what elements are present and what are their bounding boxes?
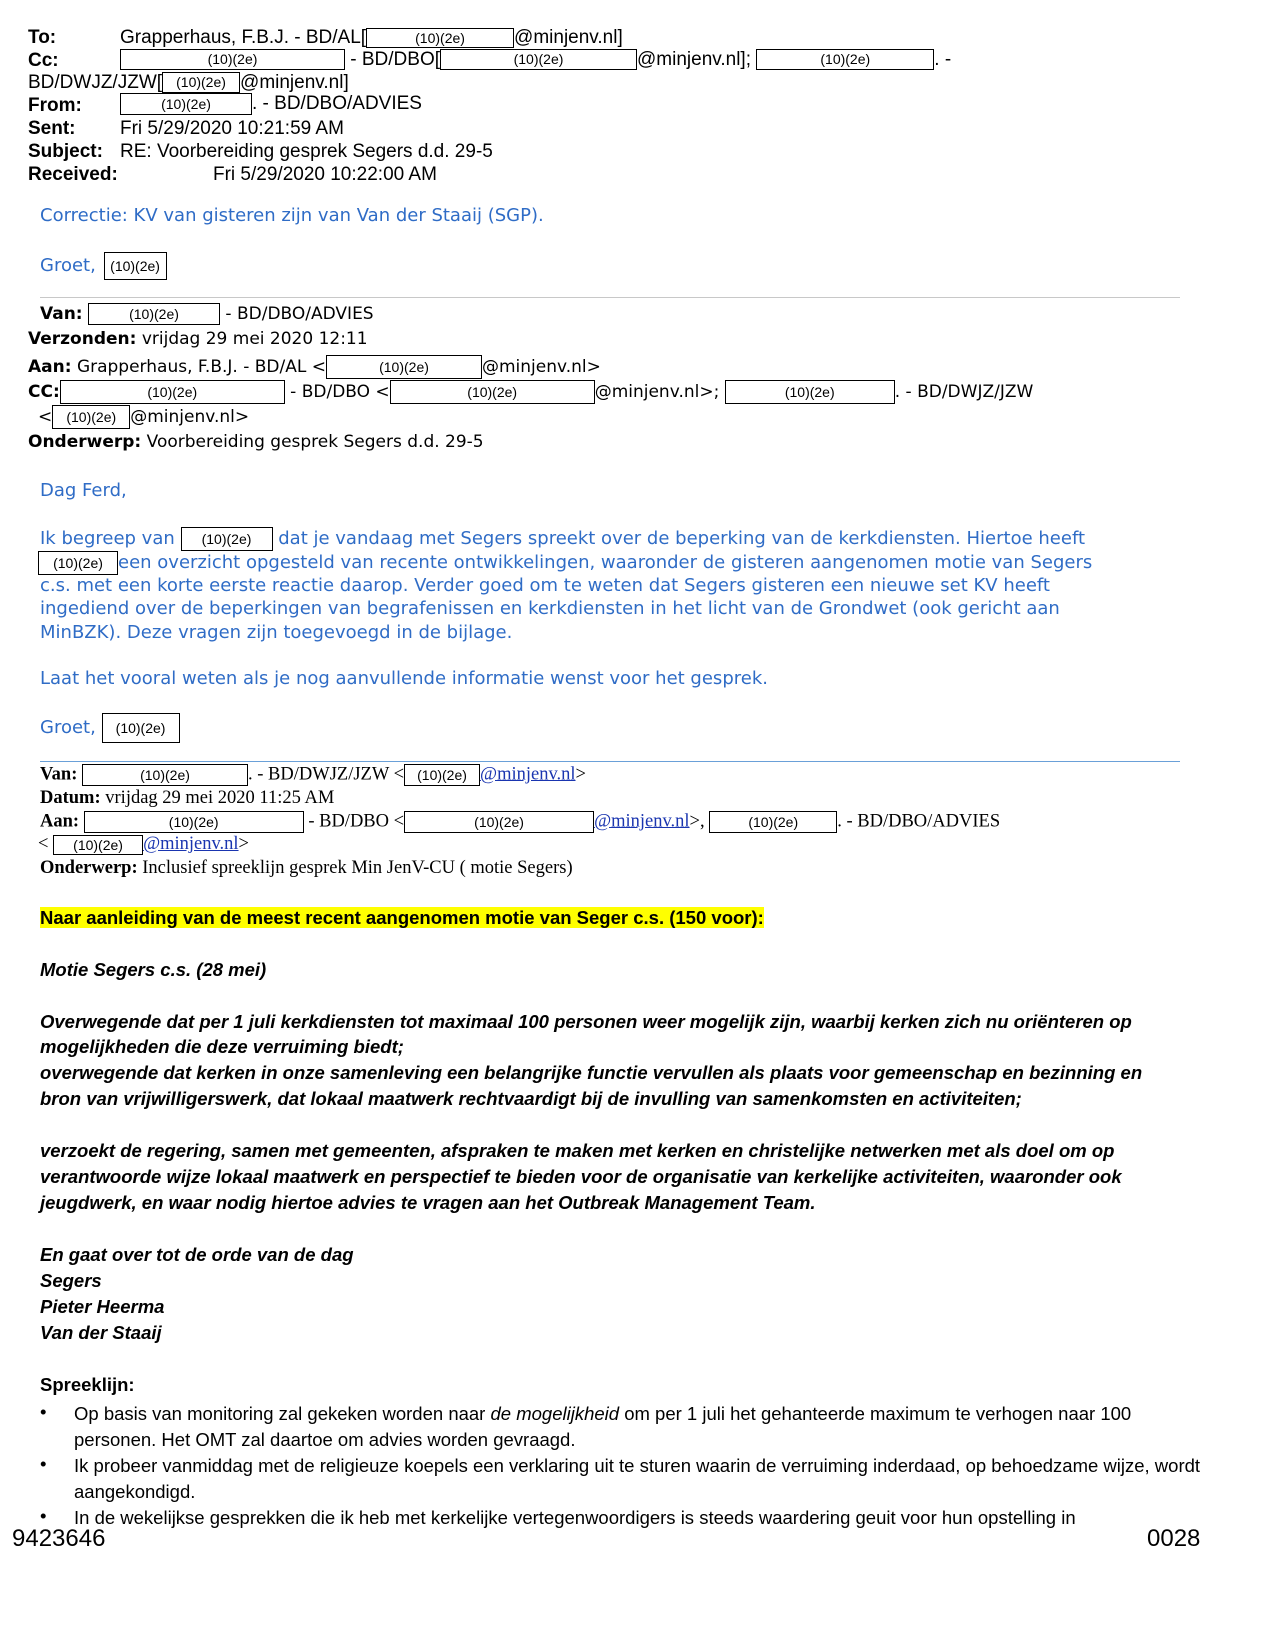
msg3-aan-row2 — [38, 834, 249, 855]
outer-header-to — [28, 27, 56, 49]
redaction-box: (10)(2e) — [404, 811, 594, 833]
redaction-box: (10)(2e) — [440, 49, 637, 70]
verzonden-label: Verzonden: — [28, 329, 137, 349]
aan-label: Aan: — [40, 811, 80, 832]
redaction-box: (10)(2e) — [120, 49, 345, 70]
aan-lt: < — [38, 834, 49, 854]
msg3-onderwerp-row — [40, 858, 573, 879]
body-line-1 — [40, 527, 1085, 551]
correction-text: Correctie: KV van gisteren zijn van Van der Staaij (SGP). — [40, 205, 544, 226]
redaction-box: (10)(2e) — [84, 811, 304, 833]
to-name: Grapperhaus, F.B.J. - BD/AL[ — [120, 27, 367, 48]
body-text: een overzicht opgesteld van recente ontwikkelingen, waaronder de gisteren aangenomen motie van Segers — [118, 552, 1093, 573]
msg3-aan-row — [40, 811, 1000, 833]
cc-email-domain-2: @minjenv.nl] — [240, 72, 349, 93]
bullet-text: In de wekelijkse gesprekken die ik heb met kerkelijke vertegenwoordigers is steeds waardering geuit voor hun opstelling in — [74, 1507, 1076, 1528]
sent-value: Fri 5/29/2020 10:21:59 AM — [120, 118, 344, 139]
van-dept: - BD/DBO/ADVIES — [225, 304, 374, 324]
redaction-box: (10)(2e) — [366, 28, 514, 48]
cc-dept-2: . - BD/DWJZ/JZW — [894, 382, 1034, 402]
van-label: Van: — [40, 304, 83, 324]
bullet-icon: • — [40, 1453, 47, 1474]
from-label: From: — [28, 95, 82, 116]
body-line-3: c.s. met een korte eerste reactie daarop. Verder goed om te weten dat Segers gisteren een nieuwe set KV heeft — [40, 575, 1050, 596]
cc-dept-2: BD/DWJZ/JZW[ — [28, 72, 163, 93]
received-value: Fri 5/29/2020 10:22:00 AM — [213, 164, 437, 185]
body-text: Ik begreep van — [40, 528, 175, 549]
signer: Segers — [40, 1270, 102, 1291]
redaction-box: (10)(2e) — [326, 355, 482, 379]
aan-sep: >, — [689, 811, 705, 832]
to-label: To: — [28, 27, 57, 48]
redaction-box: (10)(2e) — [756, 49, 934, 70]
signer: Van der Staaij — [40, 1322, 162, 1343]
bullet-text — [74, 1401, 1214, 1453]
signer: Pieter Heerma — [40, 1296, 165, 1317]
document-number: 9423646 — [12, 1525, 106, 1552]
separator-line — [40, 297, 1180, 298]
bullet-text-emphasis: de mogelijkheid — [490, 1403, 620, 1424]
outer-header-sent — [28, 118, 76, 140]
cc-email-domain-1: @minjenv.nl]; — [637, 49, 751, 70]
motie-line: verantwoorde wijze lokaal maatwerk en perspectief te bieden voor de organisatie van kerkelijke activiteiten, waaronder ook — [40, 1166, 1122, 1187]
bullet-text: Ik probeer vanmiddag met de religieuze koepels een verklaring uit te sturen waarin de verruiming inderdaad, op behoedzame wijze, wordt aangekondigd. — [74, 1455, 1201, 1502]
onderwerp-label: Onderwerp: — [40, 858, 138, 878]
outer-header-from — [28, 95, 82, 117]
email-link[interactable]: @minjenv.nl — [480, 764, 576, 785]
email-link[interactable]: @minjenv.nl — [594, 811, 690, 832]
redaction-box: (10)(2e) — [162, 72, 240, 93]
redaction-box: (10)(2e) — [102, 713, 180, 743]
redaction-box: (10)(2e) — [120, 93, 252, 115]
bullet-icon: • — [40, 1505, 47, 1526]
sent-label: Sent: — [28, 118, 76, 139]
van-dept: . - BD/DWJZ/JZW < — [248, 764, 405, 785]
motie-title: Motie Segers c.s. (28 mei) — [40, 959, 267, 980]
cc-dept-1: - BD/DBO[ — [350, 49, 441, 70]
outer-header-from-value — [120, 93, 422, 115]
received-label: Received: — [28, 164, 118, 185]
reply1-greeting-line — [40, 252, 167, 280]
bullet-text-part: Op basis van monitoring zal gekeken worden naar — [74, 1403, 491, 1424]
outer-header-received — [28, 164, 118, 186]
outer-header-to-value — [120, 27, 623, 49]
aan-dept-2: . - BD/DBO/ADVIES — [837, 811, 1001, 832]
cc-email-domain-2: @minjenv.nl> — [130, 407, 250, 427]
spreeklijn-title: Spreeklijn: — [40, 1374, 135, 1395]
cc-dept-1: - BD/DBO < — [290, 382, 390, 402]
separator-line — [40, 761, 1180, 762]
subject-value: RE: Voorbereiding gesprek Segers d.d. 29-5 — [120, 141, 493, 162]
redaction-box: (10)(2e) — [52, 405, 130, 429]
page-number: 0028 — [1147, 1525, 1201, 1552]
outer-header-subject — [28, 141, 103, 163]
aan-name: Grapperhaus, F.B.J. - BD/AL < — [76, 357, 326, 377]
redaction-box: (10)(2e) — [104, 252, 167, 280]
highlighted-heading — [40, 907, 764, 929]
motie-line: mogelijkheden die deze verruiming biedt; — [40, 1036, 404, 1057]
redaction-box: (10)(2e) — [709, 811, 837, 833]
redaction-box: (10)(2e) — [38, 551, 118, 575]
redaction-box: (10)(2e) — [390, 380, 595, 404]
van-label: Van: — [40, 764, 78, 785]
aan-label: Aan: — [28, 357, 72, 377]
bullet-text-part: om per 1 juli het gehanteerde maximum te verhogen naar 100 personen. Het OMT zal daartoe om advies worden gevraagd. — [74, 1403, 1132, 1450]
onderwerp-value: Inclusief spreeklijn gesprek Min JenV-CU ( motie Segers) — [142, 858, 573, 878]
salutation: Dag Ferd, — [40, 480, 127, 501]
msg2-cc-row — [28, 380, 1033, 404]
motie-line: overwegende dat kerken in onze samenleving een belangrijke functie vervullen als plaats voor gemeenschap en bezinning en — [40, 1062, 1143, 1083]
greeting: Groet, — [40, 717, 96, 738]
redaction-box: (10)(2e) — [181, 527, 273, 551]
redaction-box: (10)(2e) — [725, 380, 895, 404]
motie-line: jeugdwerk, en waar nodig hiertoe advies te vragen aan het Outbreak Management Team. — [40, 1192, 816, 1213]
onderwerp-value: Voorbereiding gesprek Segers d.d. 29-5 — [146, 432, 484, 452]
datum-label: Datum: — [40, 788, 101, 808]
greeting: Groet, — [40, 255, 96, 276]
msg2-greeting-line — [40, 713, 180, 743]
motie-line: Overwegende dat per 1 juli kerkdiensten tot maximaal 100 personen weer mogelijk zijn, waarbij kerken zich nu oriënteren op — [40, 1011, 1132, 1032]
from-dept: . - BD/DBO/ADVIES — [252, 93, 422, 115]
bullet-icon: • — [40, 1401, 47, 1422]
redaction-box: (10)(2e) — [53, 835, 143, 855]
motie-line: bron van vrijwilligerswerk, dat lokaal maatwerk rechtvaardigt bij de invulling van samenkomsten en activiteiten; — [40, 1088, 1022, 1109]
body-line-6: Laat het vooral weten als je nog aanvullende informatie wenst voor het gesprek. — [40, 668, 768, 689]
onderwerp-label: Onderwerp: — [28, 432, 142, 452]
datum-value: vrijdag 29 mei 2020 11:25 AM — [105, 788, 335, 808]
aan-dept-1: - BD/DBO < — [308, 811, 405, 832]
msg3-datum-row — [40, 788, 334, 809]
body-text: dat je vandaag met Segers spreekt over de beperking van de kerkdiensten. Hiertoe heeft — [278, 528, 1086, 549]
subject-label: Subject: — [28, 141, 103, 162]
body-line-2 — [38, 551, 1092, 575]
van-gt: > — [575, 764, 586, 785]
msg2-onderwerp-row — [28, 432, 484, 452]
cc-dash: . - — [934, 49, 952, 70]
verzonden-value: vrijdag 29 mei 2020 12:11 — [141, 329, 368, 349]
outer-header-cc-line2 — [28, 72, 349, 94]
cc-email-domain-1: @minjenv.nl>; — [594, 382, 720, 402]
email-link[interactable]: @minjenv.nl — [143, 834, 239, 854]
cc-lt: < — [38, 407, 53, 427]
redaction-box: (10)(2e) — [60, 380, 285, 404]
motie-line: verzoekt de regering, samen met gemeenten, afspraken te maken met kerken en christelijke netwerken met als doel om op — [40, 1140, 1115, 1161]
msg2-cc-row2 — [38, 405, 249, 429]
msg2-van-row — [40, 303, 374, 325]
msg2-aan-row — [28, 355, 601, 379]
msg3-van-row — [40, 764, 586, 786]
body-line-4: ingediend over de beperkingen van begrafenissen en kerkdiensten in het licht van de Grondwet (ook gericht aan — [40, 598, 1060, 619]
aan-gt: > — [238, 834, 249, 854]
msg2-verzonden-row — [28, 329, 368, 349]
motie-close: En gaat over tot de orde van de dag — [40, 1244, 354, 1265]
redaction-box: (10)(2e) — [88, 303, 220, 325]
highlight-text: Naar aanleiding van de meest recent aangenomen motie van Seger c.s. (150 voor): — [40, 907, 764, 928]
body-line-5: MinBZK). Deze vragen zijn toegevoegd in de bijlage. — [40, 622, 513, 643]
to-email-domain: @minjenv.nl] — [514, 27, 623, 48]
redaction-box: (10)(2e) — [404, 764, 480, 786]
cc-label: Cc: — [28, 50, 59, 71]
outer-header-cc-value — [120, 49, 951, 71]
aan-email-domain: @minjenv.nl> — [482, 357, 601, 377]
outer-header-cc — [28, 50, 59, 72]
redaction-box: (10)(2e) — [82, 764, 248, 786]
cc-label: CC: — [28, 382, 60, 402]
